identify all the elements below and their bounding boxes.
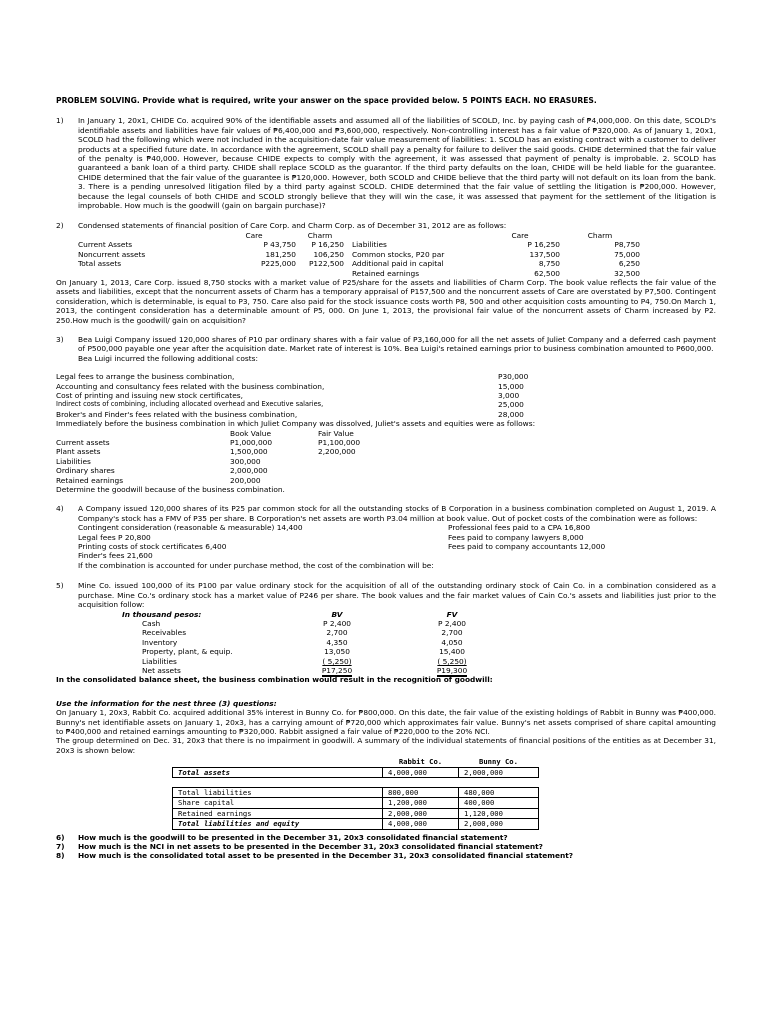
cell-value: P 16,250	[311, 240, 344, 250]
unit-label: In thousand pesos:	[122, 609, 202, 619]
row-label: Total assets	[173, 767, 383, 777]
cost-item: Professional fees paid to a CPA 16,800	[448, 523, 591, 533]
cell-value: 6,250	[618, 259, 640, 269]
row-label: Accounting and consultancy fees related with the business combination,	[56, 381, 325, 391]
problem-text-2: Bea Luigi incurred the following additional costs:	[78, 353, 258, 363]
col-header-bunny: Bunny Co.	[459, 757, 539, 767]
table-row	[122, 628, 512, 637]
cell-value: P 2,400	[438, 618, 466, 628]
worksheet	[56, 96, 716, 861]
table-row	[56, 466, 360, 475]
cell-value: 137,500	[529, 249, 560, 259]
cell-value: P17,250	[321, 665, 353, 675]
cell-value: 2,000,000	[459, 767, 539, 777]
table-row	[173, 767, 539, 777]
row-label	[78, 269, 212, 278]
problem-2	[56, 221, 716, 324]
problem-3	[56, 335, 716, 495]
question-text: How much is the goodwill to be presented in the December 31, 20x3 consolidated financial statement?	[78, 832, 508, 842]
table-row	[122, 619, 512, 628]
cost-item: Legal fees P 20,800	[78, 532, 151, 542]
section-lead: Use the information for the nest three (3) questions:	[56, 698, 277, 708]
row-label: Cost of printing and issuing new stock certificates,	[56, 390, 243, 400]
instructions-header: PROBLEM SOLVING. Provide what is required, write your answer on the space provided below. 5 POINTS EACH. NO ERASURES.	[56, 96, 597, 105]
row-label: Indirect costs of combining, including allocated overhead and Executive salaries,	[56, 400, 324, 409]
row-label: Current Assets	[78, 240, 133, 250]
problem-5	[56, 581, 716, 684]
table-row	[173, 808, 539, 818]
col-header-charm: Charm	[587, 230, 613, 240]
table-row	[56, 400, 528, 409]
problem-number: 2)	[56, 221, 64, 231]
table-row	[78, 240, 640, 249]
cell-value: 62,500	[534, 268, 560, 278]
row-label: Ordinary shares	[56, 466, 115, 476]
problem-question: Determine the goodwill because of the business combination.	[56, 485, 285, 495]
cell-value: P 16,250	[527, 240, 560, 250]
problem-number: 4)	[56, 504, 64, 514]
rabbit-bunny-table	[172, 757, 539, 829]
cell-value	[212, 269, 296, 278]
table-row	[122, 647, 512, 656]
question-number: 7)	[56, 842, 65, 852]
problem-text-3: Immediately before the business combination in which Juliet Company was dissolved, Juliet's assets and equities were as follows:	[56, 419, 536, 429]
cell-value	[318, 457, 360, 466]
table-row	[78, 551, 605, 560]
question-item	[56, 851, 716, 860]
cell-value: 200,000	[230, 475, 261, 485]
row-label: Retained earnings	[56, 475, 124, 485]
table-row	[78, 259, 640, 268]
cell-value: 13,050	[324, 647, 350, 657]
cell-value: 480,000	[459, 788, 539, 798]
table-row	[78, 542, 605, 551]
question-text: How much is the consolidated total asset to be presented in the December 31, 20x3 consolidated financial statement?	[78, 851, 574, 861]
row-label: Property, plant, & equip.	[142, 647, 233, 657]
question-item	[56, 842, 716, 851]
row-label: Current assets	[56, 438, 110, 447]
table-row	[78, 250, 640, 259]
cell-value: P19,300	[436, 665, 468, 675]
cost-item: Fees paid to company lawyers 8,000	[448, 532, 584, 542]
row-label: Total liabilities	[173, 788, 383, 798]
table-row	[56, 372, 528, 381]
costs-table	[78, 523, 605, 561]
col-header-rabbit: Rabbit Co.	[383, 757, 459, 767]
table-row	[122, 657, 512, 666]
cell-value: 300,000	[230, 456, 261, 466]
problem-number: 1)	[56, 116, 64, 126]
cell-value: 15,000	[498, 381, 524, 391]
row-label: Plant assets	[56, 447, 101, 457]
cell-value: 1,500,000	[230, 447, 268, 457]
row-label: Receivables	[142, 628, 187, 638]
cell-value: P1,000,000	[230, 438, 273, 447]
problem-4	[56, 504, 716, 570]
question-number: 6)	[56, 832, 65, 842]
row-label: Legal fees to arrange the business combination,	[56, 372, 235, 382]
cell-value: 1,200,000	[383, 798, 459, 808]
table-row	[56, 438, 360, 447]
problem-intro: Condensed statements of financial position of Care Corp. and Charm Corp. as of December 31, 2012 are as follows:	[78, 221, 507, 231]
cell-value	[318, 476, 360, 485]
table-row	[56, 391, 528, 400]
table-row	[173, 788, 539, 798]
cell-value: 8,750	[538, 259, 560, 269]
col-header-book-value: Book Value	[230, 428, 272, 438]
cell-value: 4,000,000	[383, 767, 459, 777]
row-label: Additional paid in capital	[352, 259, 444, 269]
cell-value: 75,000	[614, 249, 640, 259]
row-label: Net assets	[142, 665, 181, 675]
col-header-charm: Charm	[307, 230, 333, 240]
col-header-care: Care	[245, 230, 263, 240]
table-row	[122, 666, 512, 675]
cost-item: Contingent consideration (reasonable & measurable) 14,400	[78, 523, 303, 533]
cell-value: ( 5,250)	[322, 656, 352, 666]
cell-value: 32,500	[614, 268, 640, 278]
cell-value: 4,350	[326, 637, 348, 647]
cell-value: 3,000	[498, 390, 520, 400]
problem-question: If the combination is accounted for under purchase method, the cost of the combination will be:	[78, 560, 434, 570]
table-row	[56, 457, 360, 466]
table-row	[78, 523, 605, 532]
cost-item: Fees paid to company accountants 12,000	[448, 542, 606, 552]
cell-value: P8,750	[614, 240, 640, 250]
table-row	[56, 447, 360, 456]
cost-item: Finder's fees 21,600	[78, 551, 153, 561]
cell-value: 2,000,000	[230, 466, 268, 476]
cell-value: 2,200,000	[318, 447, 356, 457]
problems-6-8	[56, 699, 716, 861]
cell-value: 25,000	[498, 400, 524, 410]
table-row	[78, 533, 605, 542]
financial-position-table	[78, 231, 640, 278]
cost-item: Printing costs of stock certificates 6,400	[78, 542, 227, 552]
cell-value: 1,120,000	[459, 808, 539, 818]
cell-value: P122,500	[308, 259, 344, 269]
problem-text: A Company issued 120,000 shares of its P25 par common stock for all the outstanding stocks of B Corporation in a business combination completed on August 1, 2019. A Company's stock has a FMV of P35 per share. B Corporation's net assets are worth P3.04 million at book value. Out of pocket costs of the combination were as follows:	[78, 504, 716, 523]
col-header-fv: FV	[446, 609, 458, 619]
cell-value: P1,100,000	[318, 438, 361, 447]
problem-text: In January 1, 20x1, CHIDE Co. acquired 90% of the identifiable assets and assumed all of the liabilities of SCOLD, Inc. by paying cash of ₱4,000,000. On this date, SCOLD's identifiable assets and liabilities have fair values of ₱6,400,000 and ₱3,600,000, respectively. Non-controlling interest has a fair value of ₱320,000. As of January 1, 20x1, SCOLD had the following which were not included in the acquisition-date fair value measurement of liabilities: 1. SCOLD has an existing contract with a customer to deliver products at a specified future date. In accordance with the agreement, SCOLD shall pay a penalty for failure to deliver the said goods. CHIDE determined that the fair value of the penalty is ₱40,000. However, because CHIDE expects to comply with the agreement, it was assessed that payment of penalty is improbable. 2. SCOLD has guaranteed a bank loan of a third party. CHIDE shall replace SCOLD as the guarantor. If the third party defaults on the loan, CHIDE will be held liable for the guarantee. CHIDE determined that the fair value of the guarantee is ₱120,000. However, both SCOLD and CHIDE believe that the third party will not default on its loan from the bank. 3. There is a pending unresolved litigation filed by a third party against SCOLD. CHIDE determined that the fair value of settling the litigation is ₱200,000. However, because the legal counsels of both CHIDE and SCOLD strongly believe that they will win the case, it was assessed that payment for the settlement of the litigation is improbable. How much is the goodwill (gain on bargain purchase)?	[78, 116, 716, 211]
question-number: 8)	[56, 851, 65, 861]
problem-text: Mine Co. issued 100,000 of its P100 par value ordinary stock for the acquisition of all of the outstanding ordinary stock of Cain Co. in a combination considered as a purchase. Mine Co.'s ordinary stock has a market value of P246 per share. The book values and the fair market values of Cain Co.'s assets and liabilities just prior to the acquisition follow:	[78, 581, 716, 610]
section-text-2: The group determined on Dec. 31, 20x3 that there is no impairment in goodwill. A summary of the individual statements of financial positions of the entities as at December 31, 20x3 is shown below:	[56, 736, 716, 755]
row-label: Retained earnings	[173, 808, 383, 818]
cell-value: P225,000	[260, 259, 296, 269]
row-label: Retained earnings	[352, 268, 420, 278]
table-row	[56, 410, 528, 419]
cell-value	[296, 269, 344, 278]
col-header-fair-value: Fair Value	[318, 428, 354, 438]
row-label: Liabilities	[352, 240, 387, 250]
cell-value: P30,000	[498, 372, 529, 382]
cell-value: 2,700	[441, 628, 463, 638]
row-label: Liabilities	[56, 456, 91, 466]
col-header-care: Care	[511, 230, 529, 240]
problem-text: Bea Luigi Company issued 120,000 shares of P10 par ordinary shares with a fair value of P3,160,000 for all the net assets of Juliet Company and a deferred cash payment of P500,000 payable one year after the acquisition date. Market rate of interest is 10%. Bea Luigi's retained earnings prior to business combination amounted to P600,000.	[78, 334, 716, 354]
table-row	[173, 819, 539, 829]
problem-number: 5)	[56, 581, 64, 591]
row-label: Broker's and Finder's fees related with the business combination,	[56, 409, 298, 419]
cell-value: P 43,750	[263, 240, 296, 250]
cell-value: 181,250	[265, 249, 296, 259]
problem-number: 3)	[56, 334, 64, 344]
cell-value: 2,000,000	[383, 808, 459, 818]
table-row	[56, 382, 528, 391]
row-label: Share capital	[173, 798, 383, 808]
question-list	[56, 833, 716, 861]
row-label: Common stocks, P20 par	[352, 249, 445, 259]
row-label: Cash	[142, 618, 161, 628]
row-label: Total assets	[78, 259, 122, 269]
table-row	[122, 638, 512, 647]
problem-question: In the consolidated balance sheet, the business combination would result in the recognition of goodwill:	[56, 675, 493, 685]
row-label: Noncurrent assets	[78, 249, 146, 259]
problem-text: On January 1, 2013, Care Corp. issued 8,750 stocks with a market value of P25/share for the assets and liabilities of Charm Corp. The book value reflects the fair value of the assets and liabilities, except that the noncurrent assets of Charm has a temporary appraisal of P157,500 and the noncurrent assets of Care are overstated by P7,500. Contingent consideration, which is determinable, is equal to P3, 750. Care also paid for the stock issuance costs worth P8, 500 and other acquisition costs amounting to P4, 750.On March 1, 2013, the contingent consideration has a determinable amount of P5, 000. On June 1, 2013, the provisional fair value of the noncurrent assets of Charm increased by P2. 250.How much is the goodwill/ gain on acquisition?	[56, 277, 716, 325]
additional-costs-table	[56, 372, 528, 419]
cell-value: 4,050	[441, 637, 463, 647]
juliet-assets-table	[56, 429, 360, 485]
cell-value: P 2,400	[323, 618, 351, 628]
row-label: Total liabilities and equity	[173, 819, 383, 829]
table-row	[56, 476, 360, 485]
col-header-bv: BV	[331, 609, 343, 619]
cell-value: 400,000	[459, 798, 539, 808]
cell-value: 2,000,000	[459, 819, 539, 829]
cell-value: 28,000	[498, 409, 524, 419]
problem-1	[56, 116, 716, 210]
cell-value: 106,250	[313, 249, 344, 259]
table-row	[173, 798, 539, 808]
section-text: On January 1, 20x3, Rabbit Co. acquired additional 35% interest in Bunny Co. for ₱800,000. On this date, the fair value of the existing holdings of Rabbit in Bunny was ₱400,000. Bunny's net identifiable assets on January 1, 20x3, has a carrying amount of ₱720,000 which approximates fair value. Bunny's net assets comprised of share capital amounting to ₱400,000 and retained earnings amounting to ₱320,000. Rabbit assigned a fair value of ₱220,000 to the 20% NCI.	[56, 708, 716, 736]
cell-value: 15,400	[439, 647, 465, 657]
cell-value: 800,000	[383, 788, 459, 798]
cell-value: 4,000,000	[383, 819, 459, 829]
row-label: Liabilities	[142, 656, 177, 666]
cell-value	[318, 466, 360, 475]
row-label: Inventory	[142, 637, 178, 647]
question-text: How much is the NCI in net assets to be presented in the December 31, 20x3 consolidated financial statement?	[78, 842, 543, 852]
question-item	[56, 833, 716, 842]
cell-value: 2,700	[326, 628, 348, 638]
table-row	[78, 269, 640, 278]
cain-assets-table	[122, 610, 512, 676]
cell-value: ( 5,250)	[437, 656, 467, 666]
